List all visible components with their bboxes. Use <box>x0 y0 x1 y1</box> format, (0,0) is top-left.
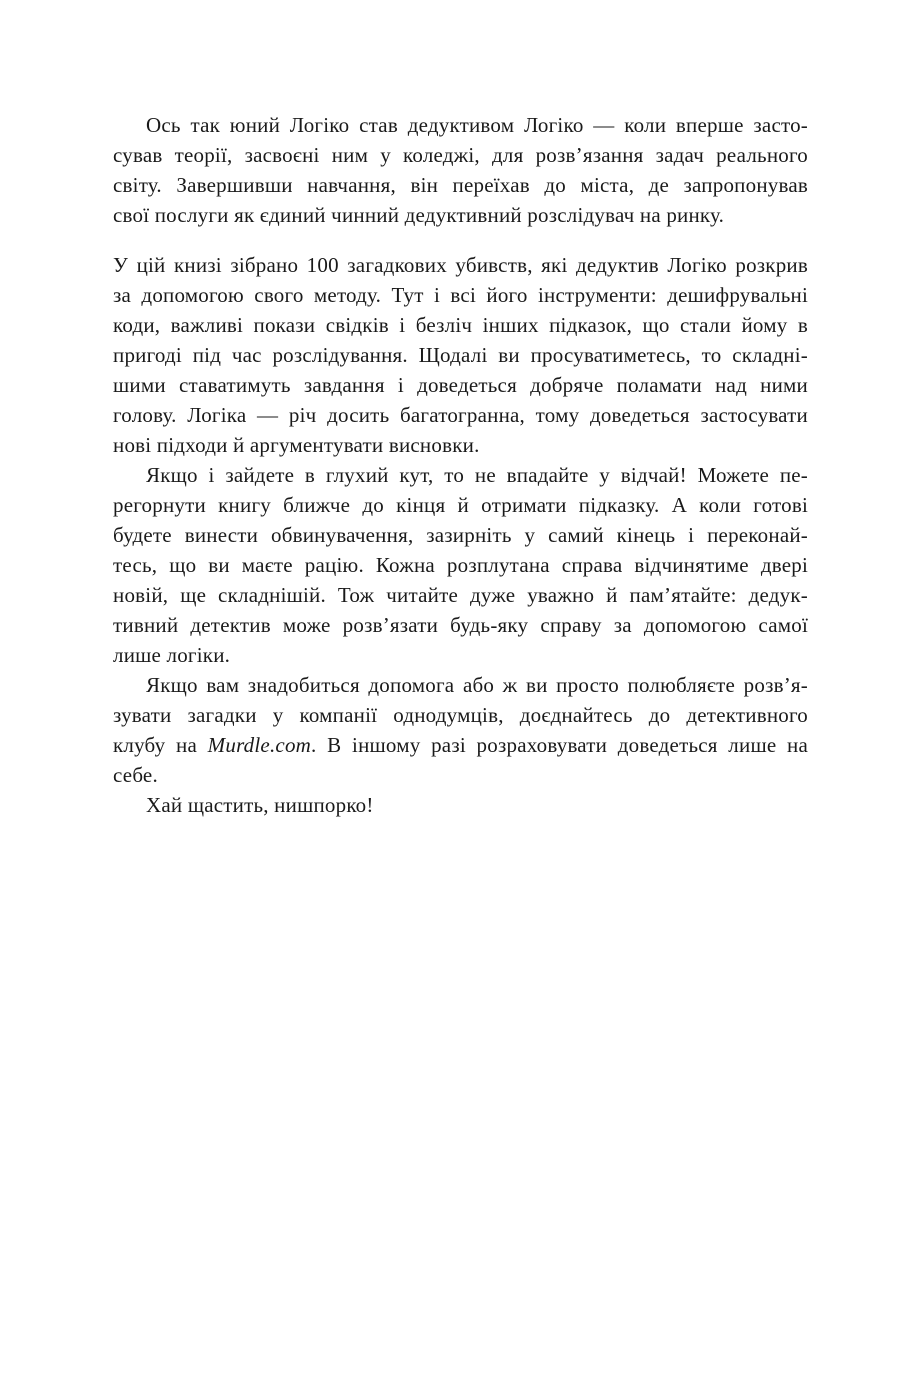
text-line: регорнути книгу ближче до кінця й отримати підказку. А коли готові <box>113 493 808 517</box>
paragraph <box>113 790 808 820</box>
text-segment: клубу на <box>113 733 208 757</box>
paragraph <box>113 250 808 460</box>
text-line: пригоді під час розслідування. Щодалі ви просуватиметесь, то складні- <box>113 343 808 367</box>
text-line: нові підходи й аргументувати висновки. <box>113 433 480 457</box>
text-line: Ось так юний Логіко став дедуктивом Логіко — коли вперше засто- <box>146 113 808 137</box>
text-line: тивний детектив може розв’язати будь-яку справу за допомогою самої <box>113 613 808 637</box>
text-line: світу. Завершивши навчання, він переїхав до міста, де запропонував <box>113 173 808 197</box>
text-line: шими ставатимуть завдання і доведеться добряче поламати над ними <box>113 373 808 397</box>
text-line: себе. <box>113 763 158 787</box>
text-line: новій, ще складнішій. Тож читайте дуже уважно й пам’ятайте: дедук- <box>113 583 808 607</box>
paragraph <box>113 670 808 790</box>
text-block <box>113 110 808 820</box>
text-line: зувати загадки у компанії однодумців, доєднайтесь до детективного <box>113 703 808 727</box>
text-line: за допомогою свого методу. Тут і всі його інструменти: дешифрувальні <box>113 283 808 307</box>
text-line: У цій книзі зібрано 100 загадкових убивств, які дедуктив Логіко розкрив <box>113 253 808 277</box>
paragraph <box>113 460 808 670</box>
text-line: голову. Логіка — річ досить багатогранна, тому доведеться застосувати <box>113 403 808 427</box>
text-line: Якщо і зайдете в глухий кут, то не впадайте у відчай! Можете пе- <box>146 463 808 487</box>
text-line: коди, важливі покази свідків і безліч інших підказок, що стали йому в <box>113 313 808 337</box>
text-line: Хай щастить, нишпорко! <box>146 793 374 817</box>
text-line: лише логіки. <box>113 643 231 667</box>
italic-text: Murdle.com <box>207 733 312 757</box>
text-line: тесь, що ви маєте рацію. Кожна розплутана справа відчинятиме двері <box>113 553 808 577</box>
text-segment: . В іншому разі розраховувати доведеться лише на <box>311 733 809 757</box>
text-line: свої послуги як єдиний чинний дедуктивний розслідувач на ринку. <box>113 203 725 227</box>
text-line: будете винести обвинувачення, зазирніть у самий кінець і переконай- <box>113 523 808 547</box>
text-line: сував теорії, засвоєні ним у коледжі, для розв’язання задач реального <box>113 143 808 167</box>
text-line <box>113 730 808 760</box>
paragraph <box>113 110 808 230</box>
text-line: Якщо вам знадобиться допомога або ж ви просто полюбляєте розв’я- <box>146 673 808 697</box>
